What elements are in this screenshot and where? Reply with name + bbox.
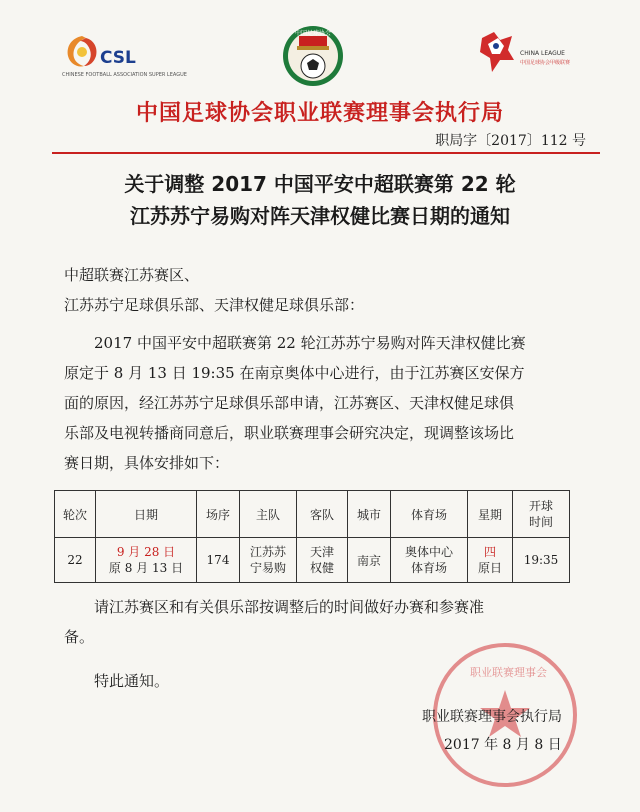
cfa-emblem (281, 24, 345, 88)
csl-logo-subtext: CHINESE FOOTBALL ASSOCIATION SUPER LEAGUE (62, 72, 187, 78)
china-league-subtext: 中国足球协会甲级联赛 (520, 60, 571, 66)
cell-stadium-line-1: 奥体中心 (404, 545, 453, 559)
notice-title-line-2: 江苏苏宁易购对阵天津权健比赛日期的通知 (130, 204, 510, 228)
header-kickoff (513, 491, 570, 538)
cell-kickoff: 19:35 (513, 538, 570, 583)
header-city: 城市 (348, 491, 391, 538)
document-number: 职局字〔2017〕112 号 (435, 133, 586, 149)
csl-logo (62, 30, 187, 82)
body-line: 赛日期，具体安排如下： (64, 454, 230, 472)
closing-line-1: 请江苏赛区和有关俱乐部按调整后的时间做好办赛和参赛准 (94, 598, 485, 616)
cell-stadium (391, 538, 468, 583)
csl-emblem-icon (62, 32, 102, 72)
cell-city: 南京 (348, 538, 391, 583)
header-round: 轮次 (55, 491, 96, 538)
china-league-text: CHINA LEAGUE (520, 50, 565, 57)
body-line: 原定于 8 月 13 日 19:35 在南京奥体中心进行，由于江苏赛区安保方 (64, 364, 525, 382)
body-paragraph (64, 328, 584, 478)
csl-logo-text: CSL (100, 48, 136, 68)
table-header-row (55, 491, 570, 538)
cell-away-line-1: 天津 (309, 545, 334, 559)
closing-line-2: 备。 (64, 628, 95, 646)
header-home: 主队 (240, 491, 297, 538)
signature-date: 2017 年 8 月 8 日 (444, 737, 562, 753)
cell-round: 22 (55, 538, 96, 583)
cfa-emblem-text: 中国足球协会 (295, 30, 332, 37)
header-date: 日期 (96, 491, 197, 538)
china-league-logo (478, 30, 578, 78)
header-kickoff-line-1: 开球 (528, 499, 553, 513)
cell-home-line-2: 宁易购 (249, 561, 286, 575)
header-kickoff-line-2: 时间 (528, 515, 553, 529)
cell-date (96, 538, 197, 583)
signature-org: 职业联赛理事会执行局 (422, 709, 562, 725)
cell-weekday-new: 四 (483, 545, 496, 559)
seal-text: 职业联赛理事会 (470, 666, 547, 679)
cell-away (297, 538, 348, 583)
body-line: 面的原因，经江苏苏宁足球俱乐部申请，江苏赛区、天津权健足球俱 (64, 394, 515, 412)
header-away: 客队 (297, 491, 348, 538)
notice-title-line-1: 关于调整 2017 中国平安中超联赛第 22 轮 (124, 172, 516, 196)
table-row (55, 538, 570, 583)
cell-weekday (468, 538, 513, 583)
red-divider (52, 152, 600, 154)
china-league-emblem-icon (478, 30, 518, 74)
cell-stadium-line-2: 体育场 (410, 561, 447, 575)
body-line: 2017 中国平安中超联赛第 22 轮江苏苏宁易购对阵天津权健比赛 (94, 334, 526, 352)
org-title: 中国足球协会职业联赛理事会执行局 (135, 101, 504, 126)
header-match-no: 场序 (197, 491, 240, 538)
recipient-line-2: 江苏苏宁足球俱乐部、天津权健足球俱乐部： (64, 296, 365, 314)
recipient-line-1: 中超联赛江苏赛区、 (64, 266, 200, 284)
header-stadium: 体育场 (391, 491, 468, 538)
cell-home-line-1: 江苏苏 (249, 545, 286, 559)
cell-match-no: 174 (197, 538, 240, 583)
cell-date-new: 9 月 28 日 (116, 545, 176, 559)
cell-away-line-2: 权健 (309, 561, 334, 575)
body-line: 乐部及电视转播商同意后，职业联赛理事会研究决定，现调整该场比 (64, 424, 515, 442)
cell-home (240, 538, 297, 583)
closing-line-3: 特此通知。 (94, 672, 170, 690)
header-weekday: 星期 (468, 491, 513, 538)
schedule-table (54, 490, 570, 583)
cell-date-old: 原 8 月 13 日 (108, 561, 184, 575)
cell-weekday-old: 原日 (477, 561, 502, 575)
